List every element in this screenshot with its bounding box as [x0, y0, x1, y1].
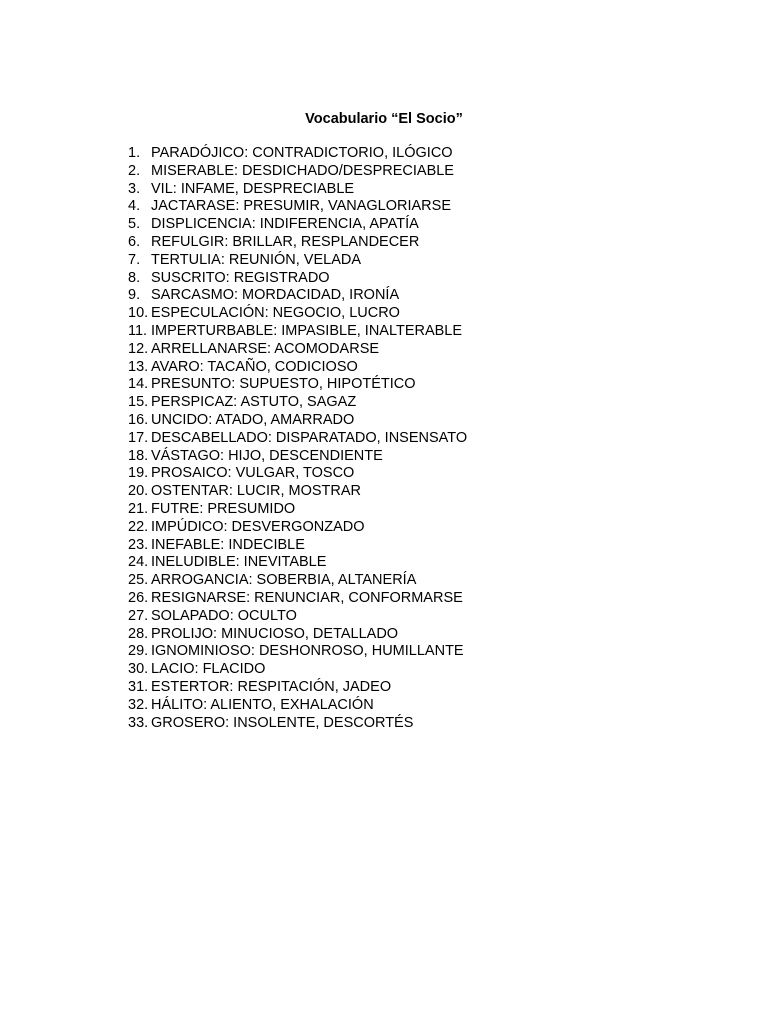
vocab-item-text: SOLAPADO: OCULTO: [151, 607, 297, 624]
vocab-item-number: 21.: [128, 500, 149, 517]
vocab-item: [128, 430, 467, 448]
vocab-item: [128, 448, 467, 466]
vocab-item-text: IGNOMINIOSO: DESHONROSO, HUMILLANTE: [151, 643, 464, 660]
vocab-item-number: 32.: [128, 696, 149, 713]
vocab-item: [128, 216, 467, 234]
vocab-item: [128, 287, 467, 305]
vocab-item-text: FUTRE: PRESUMIDO: [151, 500, 296, 517]
vocab-item-text: PRESUNTO: SUPUESTO, HIPOTÉTICO: [151, 376, 416, 393]
vocab-item-number: 9.: [128, 287, 141, 304]
vocab-item-text: PROLIJO: MINUCIOSO, DETALLADO: [151, 625, 399, 642]
vocab-item: [128, 608, 467, 626]
vocab-item-text: INELUDIBLE: INEVITABLE: [151, 554, 327, 571]
vocab-item-text: IMPÚDICO: DESVERGONZADO: [151, 518, 365, 535]
vocab-item-number: 17.: [128, 429, 149, 446]
vocab-item: [128, 697, 467, 715]
vocab-item-text: SUSCRITO: REGISTRADO: [151, 269, 330, 286]
vocab-item-text: JACTARASE: PRESUMIR, VANAGLORIARSE: [151, 198, 451, 215]
vocab-item: [128, 661, 467, 679]
vocab-item-number: 13.: [128, 358, 149, 375]
vocab-item: [128, 643, 467, 661]
vocab-item: [128, 465, 467, 483]
vocab-item-text: HÁLITO: ALIENTO, EXHALACIÓN: [151, 696, 374, 713]
vocab-item-text: ARRELLANARSE: ACOMODARSE: [151, 340, 380, 357]
vocab-item: [128, 501, 467, 519]
vocab-item-number: 16.: [128, 411, 149, 428]
vocab-item-text: GROSERO: INSOLENTE, DESCORTÉS: [151, 714, 414, 731]
document-title: Vocabulario “El Socio”: [305, 111, 463, 127]
vocab-item-number: 2.: [128, 162, 141, 179]
vocab-item-number: 20.: [128, 483, 149, 500]
vocab-item-number: 30.: [128, 661, 149, 678]
vocab-item-number: 12.: [128, 340, 149, 357]
vocab-item-number: 5.: [128, 216, 141, 233]
vocab-item: [128, 305, 467, 323]
vocab-item-number: 33.: [128, 714, 149, 731]
vocab-item-number: 23.: [128, 536, 149, 553]
vocab-item-number: 22.: [128, 518, 149, 535]
vocab-item-number: 19.: [128, 465, 149, 482]
vocab-item: [128, 252, 467, 270]
vocab-item-text: AVARO: TACAÑO, CODICIOSO: [151, 358, 358, 375]
vocab-item-text: PARADÓJICO: CONTRADICTORIO, ILÓGICO: [151, 145, 453, 161]
vocab-item: [128, 715, 467, 733]
vocab-item-text: ARROGANCIA: SOBERBIA, ALTANERÍA: [151, 572, 417, 589]
vocab-item: [128, 679, 467, 697]
vocab-item-text: PERSPICAZ: ASTUTO, SAGAZ: [151, 394, 357, 411]
vocab-item-number: 18.: [128, 447, 149, 464]
vocabulary-list: [128, 145, 467, 732]
vocab-item: [128, 412, 467, 430]
vocab-item-text: VÁSTAGO: HIJO, DESCENDIENTE: [151, 447, 383, 464]
vocab-item-number: 15.: [128, 394, 149, 411]
vocab-item-text: OSTENTAR: LUCIR, MOSTRAR: [151, 483, 361, 500]
vocab-item-text: DESCABELLADO: DISPARATADO, INSENSATO: [151, 429, 468, 446]
vocab-item-number: 31.: [128, 678, 149, 695]
vocab-item: [128, 163, 467, 181]
vocab-item-number: 14.: [128, 376, 149, 393]
vocab-item-text: INEFABLE: INDECIBLE: [151, 536, 305, 553]
vocab-item-number: 27.: [128, 607, 149, 624]
vocab-item: [128, 572, 467, 590]
vocab-item-number: 11.: [128, 322, 148, 339]
vocab-item-text: VIL: INFAME, DESPRECIABLE: [151, 180, 355, 197]
vocab-item-number: 8.: [128, 269, 141, 286]
vocab-item: [128, 537, 467, 555]
vocab-item: [128, 590, 467, 608]
vocab-item: [128, 626, 467, 644]
vocab-item-text: IMPERTURBABLE: IMPASIBLE, INALTERABLE: [151, 322, 463, 339]
vocab-item-number: 24.: [128, 554, 149, 571]
vocab-item: [128, 341, 467, 359]
vocab-item-number: 4.: [128, 198, 141, 215]
vocab-item-text: UNCIDO: ATADO, AMARRADO: [151, 411, 355, 428]
vocab-item: [128, 394, 467, 412]
vocab-item-text: PROSAICO: VULGAR, TOSCO: [151, 465, 355, 482]
vocab-item: [128, 270, 467, 288]
vocab-item: [128, 234, 467, 252]
vocab-item-text: REFULGIR: BRILLAR, RESPLANDECER: [151, 233, 420, 250]
vocab-item-number: 26.: [128, 589, 149, 606]
vocab-item-number: 6.: [128, 233, 141, 250]
vocab-item-text: DISPLICENCIA: INDIFERENCIA, APATÍA: [151, 216, 419, 233]
vocab-item: [128, 483, 467, 501]
vocab-item: [128, 376, 467, 394]
vocab-item: [128, 198, 467, 216]
vocab-item-number: 3.: [128, 180, 141, 197]
vocab-item-text: LACIO: FLACIDO: [151, 661, 266, 678]
vocab-item: [128, 181, 467, 199]
vocab-item: [128, 323, 467, 341]
vocab-item: [128, 554, 467, 572]
vocab-item-text: TERTULIA: REUNIÓN, VELADA: [151, 251, 362, 268]
vocab-item-number: 25.: [128, 572, 149, 589]
vocab-item-number: 1.: [128, 145, 141, 161]
vocab-item-text: RESIGNARSE: RENUNCIAR, CONFORMARSE: [151, 589, 463, 606]
vocab-item-text: MISERABLE: DESDICHADO/DESPRECIABLE: [151, 162, 454, 179]
vocab-item: [128, 145, 467, 163]
vocab-item-text: ESTERTOR: RESPITACIÓN, JADEO: [151, 678, 392, 695]
vocab-item-number: 28.: [128, 625, 149, 642]
vocab-item-text: ESPECULACIÓN: NEGOCIO, LUCRO: [151, 305, 400, 322]
vocab-item-number: 10.: [128, 305, 149, 322]
vocab-item-number: 29.: [128, 643, 149, 660]
vocab-item-number: 7.: [128, 251, 141, 268]
vocab-item: [128, 519, 467, 537]
vocab-item-text: SARCASMO: MORDACIDAD, IRONÍA: [151, 287, 400, 304]
vocab-item: [128, 359, 467, 377]
